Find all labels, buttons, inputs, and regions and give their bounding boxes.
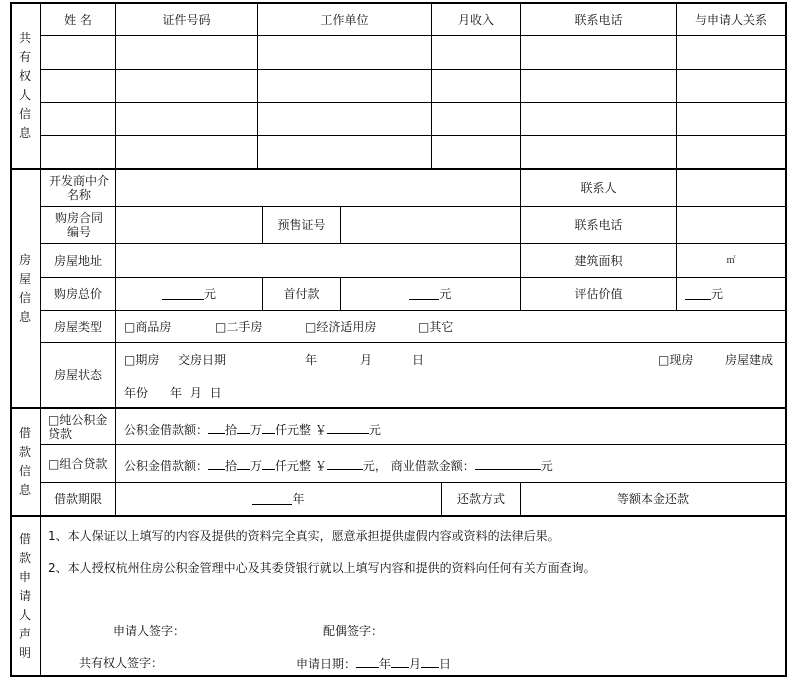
address-input[interactable] bbox=[116, 244, 520, 277]
section-label-char: 信 bbox=[18, 107, 31, 121]
section-divider-3 bbox=[10, 515, 787, 517]
date-year: 年 bbox=[379, 657, 392, 671]
unit-wan: 万 bbox=[250, 459, 263, 473]
built-year-label: 年份 bbox=[124, 386, 149, 400]
section-label-char: 款 bbox=[18, 445, 31, 459]
date-day: 日 bbox=[439, 657, 452, 671]
row-line bbox=[40, 310, 786, 311]
row-line bbox=[40, 444, 786, 445]
contact-person-input[interactable] bbox=[677, 170, 785, 206]
section-label-char: 息 bbox=[18, 309, 31, 324]
applicant-signature-label: 申请人签字： bbox=[113, 624, 186, 638]
combo-loan-checkbox[interactable]: □组合贷款 bbox=[48, 456, 108, 471]
co-owner-signature-label: 共有权人签字： bbox=[79, 656, 164, 670]
commercial-loan-label: 元， 商业借款金额： bbox=[362, 459, 475, 473]
presale-label: 预售证号 bbox=[277, 218, 326, 232]
outer-border-bottom bbox=[10, 675, 787, 677]
area-label: 建筑面积 bbox=[574, 253, 623, 268]
section-label-char: 人 bbox=[18, 607, 31, 622]
fund-amount-label: 公积金借款额： bbox=[124, 423, 209, 437]
address-label: 房屋地址 bbox=[53, 253, 102, 268]
spouse-signature-field[interactable] bbox=[388, 620, 508, 640]
header-name: 姓 名 bbox=[64, 12, 92, 27]
declaration-section-label bbox=[10, 517, 40, 675]
section-label-char: 款 bbox=[18, 550, 31, 565]
fund-amount-line-1[interactable] bbox=[124, 422, 381, 437]
co-owner-row-1[interactable] bbox=[41, 36, 785, 69]
house-status-label: 房屋状态 bbox=[53, 368, 102, 382]
apply-date-label: 申请日期： bbox=[296, 657, 357, 671]
declaration-item-2: 2、本人授权杭州住房公积金管理中心及其委贷银行就以上填写内容和提供的资料向任何有关方面查询。 bbox=[48, 561, 596, 575]
section-label-char: 请 bbox=[18, 588, 31, 603]
down-payment-label: 首付款 bbox=[283, 287, 320, 301]
delivery-year: 年 bbox=[305, 353, 318, 367]
presale-input[interactable] bbox=[341, 207, 520, 243]
yuan-unit: 元 bbox=[203, 287, 216, 301]
property-phone-input[interactable] bbox=[677, 207, 785, 243]
developer-input[interactable] bbox=[116, 170, 520, 206]
section-label-char: 信 bbox=[18, 464, 31, 478]
down-payment-field[interactable] bbox=[341, 278, 520, 310]
unit-shi: 拾 bbox=[225, 423, 238, 437]
total-price-field[interactable] bbox=[116, 278, 262, 310]
apply-date-field[interactable] bbox=[296, 656, 451, 671]
total-price-label: 购房总价 bbox=[53, 287, 102, 301]
contract-number-input[interactable] bbox=[116, 207, 262, 243]
header-relationship: 与申请人关系 bbox=[694, 12, 767, 27]
co-owner-row-4[interactable] bbox=[41, 136, 785, 168]
unit-wan: 万 bbox=[250, 423, 263, 437]
section-label-char: 息 bbox=[18, 126, 31, 140]
house-type-resale-checkbox[interactable]: □二手房 bbox=[215, 320, 263, 334]
section-label-char: 申 bbox=[18, 569, 31, 584]
repay-method-label: 还款方式 bbox=[456, 492, 505, 506]
header-phone: 联系电话 bbox=[574, 12, 623, 27]
co-owner-section-label bbox=[10, 4, 40, 168]
property-phone-label: 联系电话 bbox=[574, 218, 623, 232]
contact-person-label: 联系人 bbox=[580, 181, 617, 195]
developer-label: 开发商中介名称 bbox=[48, 174, 109, 202]
header-monthly-income: 月收入 bbox=[457, 12, 494, 27]
section-label-char: 息 bbox=[18, 483, 31, 497]
unit-yuan: 元 bbox=[540, 459, 553, 473]
loan-application-form bbox=[10, 2, 787, 677]
co-owner-row-2[interactable] bbox=[41, 70, 785, 102]
outer-border-right bbox=[785, 2, 787, 677]
section-label-char: 人 bbox=[18, 88, 31, 102]
house-type-affordable-checkbox[interactable]: □经济适用房 bbox=[305, 320, 377, 334]
area-unit: ㎡ bbox=[726, 256, 736, 266]
row-line bbox=[40, 342, 786, 343]
loan-section-label bbox=[10, 409, 40, 515]
appraisal-field[interactable] bbox=[685, 278, 785, 310]
property-section-label bbox=[10, 170, 40, 407]
section-label-char: 声 bbox=[18, 626, 31, 641]
date-month: 月 bbox=[409, 657, 422, 671]
section-label-char: 共 bbox=[18, 31, 31, 45]
section-label-char: 借 bbox=[18, 426, 31, 440]
unit-qian: 仟元整 ￥ bbox=[275, 459, 327, 473]
section-divider-2 bbox=[10, 407, 787, 409]
unit-yuan: 元 bbox=[368, 423, 381, 437]
status-existing-checkbox[interactable]: □现房 bbox=[658, 353, 694, 367]
house-type-commercial-checkbox[interactable]: □商品房 bbox=[124, 320, 172, 334]
section-label-char: 权 bbox=[18, 69, 31, 83]
spouse-signature-label: 配偶签字： bbox=[323, 624, 384, 638]
section-label-char: 房 bbox=[18, 252, 31, 267]
delivery-day: 日 bbox=[412, 353, 425, 367]
appraisal-label: 评估价值 bbox=[574, 287, 623, 301]
co-owner-signature-field[interactable] bbox=[170, 652, 290, 672]
loan-term-field[interactable] bbox=[116, 483, 441, 515]
header-id-number: 证件号码 bbox=[162, 12, 211, 27]
unit-qian: 仟元整 ￥ bbox=[275, 423, 327, 437]
pure-fund-checkbox[interactable]: □纯公积金贷款 bbox=[48, 412, 108, 441]
repay-method-value: 等额本金还款 bbox=[616, 492, 689, 506]
section-label-char: 信 bbox=[18, 290, 31, 305]
status-futures-checkbox[interactable]: □期房 bbox=[124, 353, 160, 367]
header-employer: 工作单位 bbox=[320, 12, 369, 27]
built-date: 年 月 日 bbox=[170, 386, 222, 400]
section-label-char: 明 bbox=[18, 645, 31, 660]
section-label-char: 屋 bbox=[18, 271, 31, 286]
section-label-char: 借 bbox=[18, 531, 31, 546]
contract-number-label: 购房合同编号 bbox=[54, 211, 103, 239]
delivery-date-label: 交房日期 bbox=[178, 353, 227, 367]
declaration-item-1: 1、本人保证以上填写的内容及提供的资料完全真实，愿意承担提供虚假内容或资料的法律后果。 bbox=[48, 529, 560, 543]
applicant-signature-field[interactable] bbox=[190, 620, 310, 640]
unit-shi: 拾 bbox=[225, 459, 238, 473]
section-label-char: 有 bbox=[18, 50, 31, 64]
built-label: 房屋建成 bbox=[725, 353, 774, 367]
yuan-unit: 元 bbox=[439, 287, 452, 301]
loan-term-label: 借款期限 bbox=[53, 492, 102, 506]
fund-amount-label: 公积金借款额： bbox=[124, 459, 209, 473]
yuan-unit: 元 bbox=[711, 287, 724, 301]
house-type-label: 房屋类型 bbox=[53, 319, 102, 334]
fund-amount-line-2[interactable] bbox=[124, 458, 553, 473]
house-type-other-checkbox[interactable]: □其它 bbox=[418, 320, 454, 334]
delivery-month: 月 bbox=[360, 353, 373, 367]
term-unit: 年 bbox=[292, 492, 305, 506]
co-owner-row-3[interactable] bbox=[41, 103, 785, 135]
